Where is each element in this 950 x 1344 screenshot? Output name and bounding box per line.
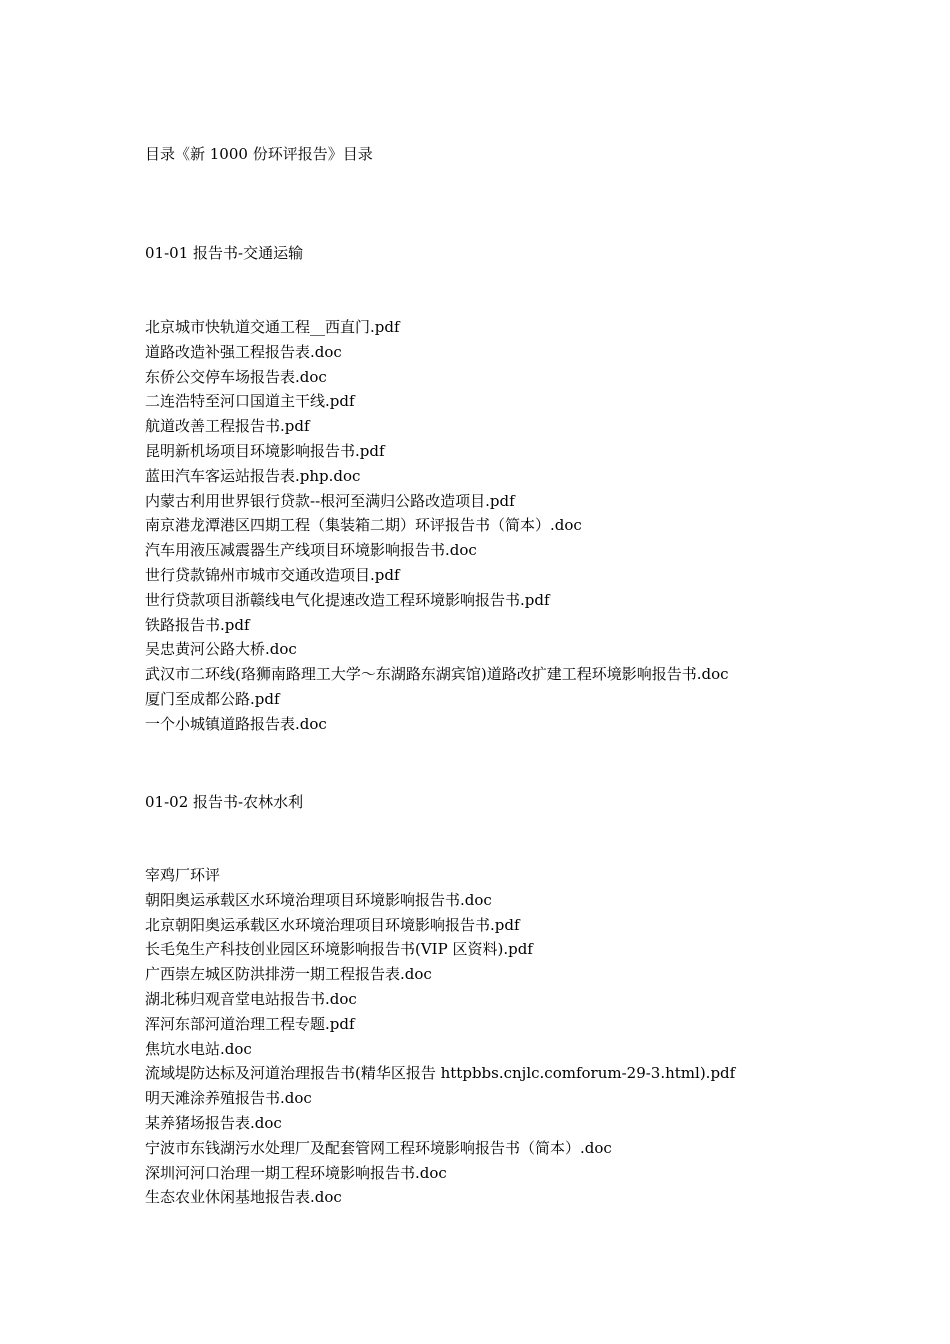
list-item: 道路改造补强工程报告表.doc <box>145 342 342 361</box>
list-item: 厦门至成都公路.pdf <box>145 689 280 708</box>
list-item: 昆明新机场项目环境影响报告书.pdf <box>145 441 385 460</box>
file-list-agriculture <box>145 865 735 1212</box>
list-item: 流域堤防达标及河道治理报告书(精华区报告 httpbbs.cnjlc.comforum-29-3.html).pdf <box>145 1064 736 1083</box>
list-item: 广西崇左城区防洪排涝一期工程报告表.doc <box>145 965 432 984</box>
list-item: 内蒙古利用世界银行贷款--根河至满归公路改造项目.pdf <box>145 491 515 510</box>
section-heading-agriculture: 01-02 报告书-农林水利 <box>145 793 304 811</box>
list-item: 生态农业休闲基地报告表.doc <box>145 1188 342 1207</box>
list-item: 北京朝阳奥运承载区水环境治理项目环境影响报告书.pdf <box>145 915 520 934</box>
list-item: 吴忠黄河公路大桥.doc <box>145 640 297 659</box>
list-item: 世行贷款锦州市城市交通改造项目.pdf <box>145 565 400 584</box>
list-item: 二连浩特至河口国道主干线.pdf <box>145 392 355 411</box>
section-heading-transport: 01-01 报告书-交通运输 <box>145 244 304 262</box>
list-item: 朝阳奥运承载区水环境治理项目环境影响报告书.doc <box>145 890 492 909</box>
list-item: 焦坑水电站.doc <box>145 1039 252 1058</box>
list-item: 浑河东部河道治理工程专题.pdf <box>145 1014 355 1033</box>
list-item: 宁波市东钱湖污水处理厂及配套管网工程环境影响报告书（简本）.doc <box>145 1138 612 1157</box>
list-item: 一个小城镇道路报告表.doc <box>145 714 327 733</box>
list-item: 东侨公交停车场报告表.doc <box>145 367 327 386</box>
list-item: 长毛兔生产科技创业园区环境影响报告书(VIP 区资料).pdf <box>145 940 533 959</box>
list-item: 南京港龙潭港区四期工程（集装箱二期）环评报告书（简本）.doc <box>145 516 582 535</box>
list-item: 航道改善工程报告书.pdf <box>145 417 310 436</box>
list-item: 蓝田汽车客运站报告表.php.doc <box>145 466 361 485</box>
list-item: 汽车用液压减震器生产线项目环境影响报告书.doc <box>145 541 477 560</box>
list-item: 铁路报告书.pdf <box>145 615 250 634</box>
list-item: 武汉市二环线(珞狮南路理工大学～东湖路东湖宾馆)道路改扩建工程环境影响报告书.doc <box>145 665 729 684</box>
list-item: 湖北秭归观音堂电站报告书.doc <box>145 989 357 1008</box>
list-item: 宰鸡厂环评 <box>145 866 221 884</box>
list-item: 明天滩涂养殖报告书.doc <box>145 1089 312 1108</box>
list-item: 世行贷款项目浙赣线电气化提速改造工程环境影响报告书.pdf <box>145 590 550 609</box>
file-list-transport <box>145 317 729 739</box>
list-item: 某养猪场报告表.doc <box>145 1113 282 1132</box>
document-title: 目录《新 1000 份环评报告》目录 <box>145 145 373 163</box>
list-item: 北京城市快轨道交通工程__西直门.pdf <box>145 318 400 336</box>
list-item: 深圳河河口治理一期工程环境影响报告书.doc <box>145 1163 447 1182</box>
